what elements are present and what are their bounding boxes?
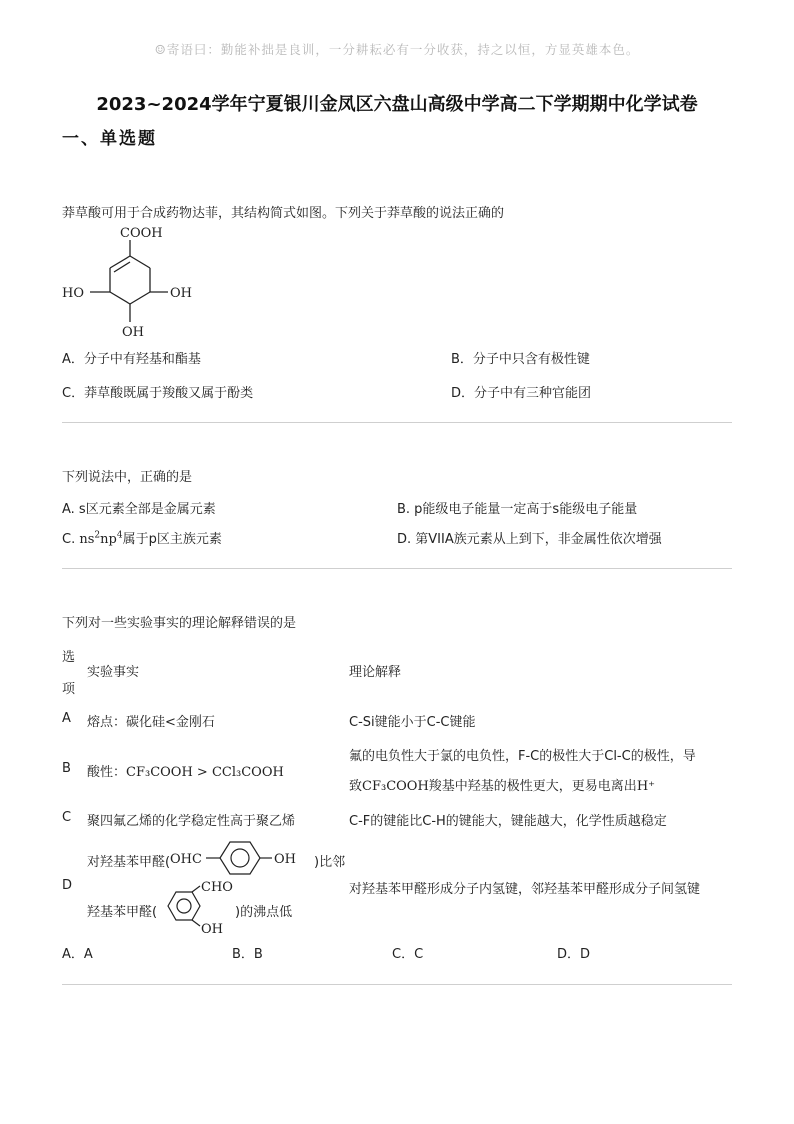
ortho-oh-label: OH [201, 922, 223, 936]
row-a-key: A [62, 711, 71, 726]
motto: ☺寄语曰：勤能补拙是良训，一分耕耘必有一分收获，持之以恒，方显英雄本色。 [154, 42, 640, 57]
q2-stem: 下列说法中，正确的是 [62, 470, 193, 485]
q2-option-c-suffix: 属于p区主族元素 [122, 532, 222, 547]
row-a-explanation: C-Si键能小于C-C键能 [349, 715, 476, 730]
cooh-label: COOH [120, 226, 163, 241]
q1-option-c[interactable]: C．莽草酸既属于羧酸又属于酚类 [62, 386, 254, 401]
row-d-fact-line2-suffix: )的沸点低 [235, 905, 293, 920]
row-d-fact-line2-prefix: 羟基苯甲醛( [87, 905, 158, 920]
row-d-fact-line1-prefix: 对羟基苯甲醛( [87, 855, 171, 870]
para-oh-label: OH [274, 852, 296, 867]
page-title: 2023~2024学年宁夏银川金凤区六盘山高级中学高二下学期期中化学试卷 [96, 94, 698, 115]
row-b-explanation-line2: 致CF₃COOH羧基中羟基的极性更大，更易电离出H⁺ [349, 779, 656, 794]
divider [62, 422, 732, 423]
row-a-fact: 熔点：碳化硅<金刚石 [87, 715, 215, 730]
q3-option-c[interactable]: C．C [392, 947, 424, 962]
electron-config-formula: $ns^2np^4$ [79, 530, 123, 547]
section-heading: 一、单选题 [62, 129, 157, 149]
table-header-fact: 实验事实 [87, 665, 140, 680]
ho-left-label: HO [62, 286, 84, 301]
ortho-hydroxybenzaldehyde-structure [160, 878, 240, 936]
row-d-key: D [62, 878, 73, 893]
q3-option-a[interactable]: A．A [62, 947, 93, 962]
row-c-key: C [62, 810, 72, 825]
row-c-fact: 聚四氟乙烯的化学稳定性高于聚乙烯 [87, 814, 296, 829]
row-c-explanation: C-F的键能比C-H的键能大，键能越大，化学性质越稳定 [349, 814, 667, 829]
oh-bottom-label: OH [122, 325, 144, 340]
table-header-option-1: 选 [62, 650, 76, 665]
row-b-key: B [62, 761, 71, 776]
q2-option-c[interactable] [62, 528, 222, 547]
q1-option-a[interactable]: A．分子中有羟基和酯基 [62, 352, 201, 367]
row-b-fact: 酸性：CF₃COOH > CCl₃COOH [87, 765, 284, 780]
q2-option-c-prefix: C. [62, 532, 80, 547]
q2-option-d[interactable]: D. 第VIIA族元素从上到下，非金属性依次增强 [397, 532, 662, 547]
shikimic-acid-structure [58, 222, 208, 344]
oh-right-label: OH [170, 286, 192, 301]
row-d-fact-line1-suffix: )比邻 [314, 855, 346, 870]
cho-label: CHO [201, 880, 233, 895]
divider [62, 984, 732, 985]
row-b-explanation-line1: 氟的电负性大于氯的电负性，F-C的极性大于Cl-C的极性，导 [349, 749, 696, 764]
divider [62, 568, 732, 569]
table-header-option-2: 项 [62, 682, 76, 697]
q3-option-d[interactable]: D．D [557, 947, 591, 962]
ohc-label: OHC [170, 852, 202, 867]
q1-option-d[interactable]: D．分子中有三种官能团 [451, 386, 592, 401]
q2-option-b[interactable]: B. p能级电子能量一定高于s能级电子能量 [397, 502, 638, 517]
q1-option-b[interactable]: B．分子中只含有极性键 [451, 352, 590, 367]
row-d-explanation: 对羟基苯甲醛形成分子内氢键，邻羟基苯甲醛形成分子间氢键 [349, 882, 701, 897]
acid-comparison-formula: CF₃COOH > CCl₃COOH [126, 765, 284, 780]
q1-stem: 莽草酸可用于合成药物达菲，其结构简式如图。下列关于莽草酸的说法正确的 [62, 206, 505, 221]
q2-option-a[interactable]: A. s区元素全部是金属元素 [62, 502, 216, 517]
table-header-explanation: 理论解释 [349, 665, 402, 680]
para-hydroxybenzaldehyde-structure [168, 838, 318, 878]
q3-stem: 下列对一些实验事实的理论解释错误的是 [62, 616, 297, 631]
q3-option-b[interactable]: B．B [232, 947, 263, 962]
